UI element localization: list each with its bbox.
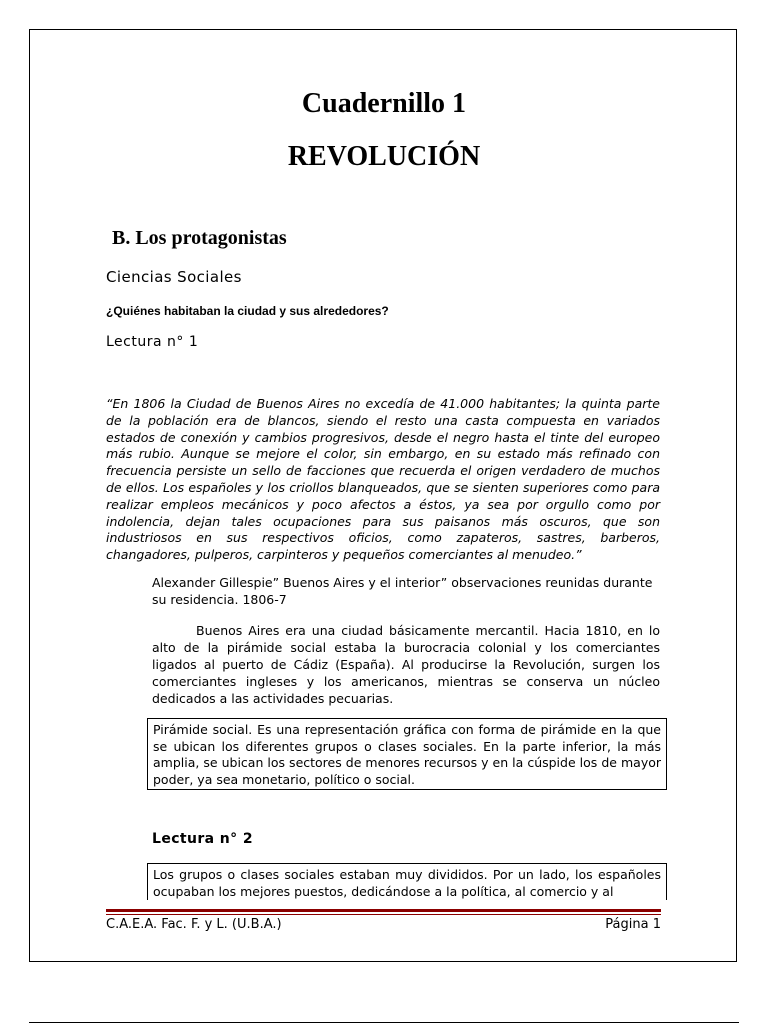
reading-2-heading: Lectura n° 2 (152, 831, 253, 847)
document-subtitle: REVOLUCIÓN (287, 141, 481, 172)
section-heading: B. Los protagonistas (112, 227, 287, 249)
subject-label: Ciencias Sociales (106, 268, 242, 286)
document-title: Cuadernillo 1 (301, 88, 467, 119)
quote-paragraph: “En 1806 la Ciudad de Buenos Aires no excedía de 41.000 habitantes; la quinta parte de la población era de blancos, siendo el resto una casta compuesta en variados estados de conexión y cambios progresivos, desde el negro hasta el tinte del europeo más rubio. Aunque se mejore el color, sin embargo, en su estado más refinado con frecuencia persiste un sello de facciones que recuerda el origen verdadero de muchos de ellos. Los españoles y los criollos blanqueados, que se sienten superiores como para realizar empleos mecánicos y poco afectos a éstos, ya sea por orgullo como por indolencia, dejan tales ocupaciones para sus paisanos más oscuros, que son industriosos en sus respectivos oficios, como zapateros, sastres, barberos, changadores, pulperos, carpinteros y pequeños comerciantes al menudeo.” (106, 396, 660, 563)
footer-page-number: Página 1 (605, 917, 661, 932)
question-heading: ¿Quiénes habitaban la ciudad y sus alrededores? (106, 304, 389, 318)
definition-box: Pirámide social. Es una representación gráfica con forma de pirámide en la que se ubican los diferentes grupos o clases sociales. En la parte inferior, la más amplia, se ubican los sectores de menores recursos y en la cúspide los de mayor poder, ya sea monetario, político o social. (147, 718, 667, 790)
citation: Alexander Gillespie” Buenos Aires y el interior” observaciones reunidas durante su residencia. 1806-7 (152, 575, 653, 607)
reading-1-heading: Lectura n° 1 (106, 334, 199, 350)
footer-institution: C.A.E.A. Fac. F. y L. (U.B.A.) (106, 917, 282, 932)
next-page-edge (29, 1022, 739, 1023)
footer-rule-thick (106, 909, 661, 912)
context-paragraph: Buenos Aires era una ciudad básicamente mercantil. Hacia 1810, en lo alto de la pirámide social estaba la burocracia colonial y los comerciantes ligados al puerto de Cádiz (España). Al producirse la Revolución, surgen los comerciantes ingleses y los americanos, mientras se conserva un núcleo dedicados a las actividades pecuarias. (152, 623, 660, 706)
continued-text-box: Los grupos o clases sociales estaban muy divididos. Por un lado, los españoles ocupaban los mejores puestos, dedicándose a la política, al comercio y al (147, 863, 667, 900)
footer-rule-thin (106, 914, 661, 915)
